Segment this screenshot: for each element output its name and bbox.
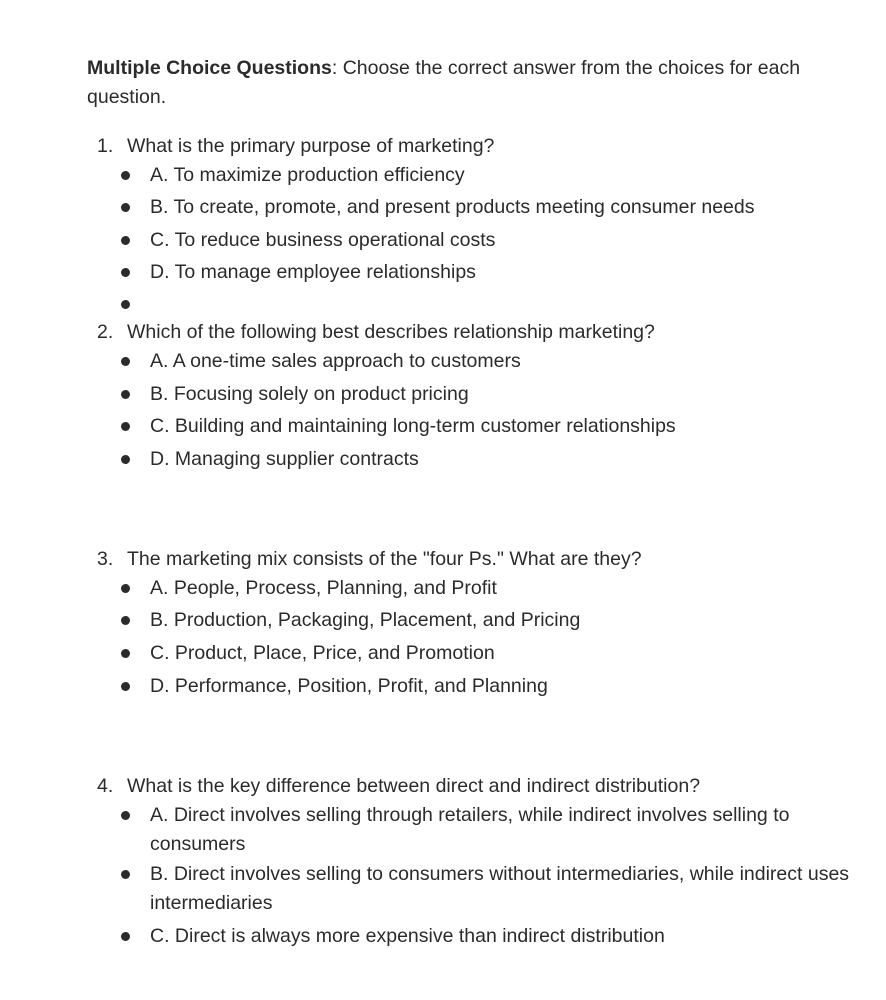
bullet-icon [121, 932, 130, 941]
option-3d: D. Performance, Position, Profit, and Planning [150, 675, 548, 697]
bullet-icon [121, 422, 130, 431]
bullet-icon [121, 455, 130, 464]
question-text: The marketing mix consists of the "four Ps." What are they? [127, 548, 642, 570]
option-1d: D. To manage employee relationships [150, 261, 476, 283]
option-2d: D. Managing supplier contracts [150, 448, 419, 470]
question-3 [97, 545, 857, 574]
option-4c: C. Direct is always more expensive than indirect distribution [150, 925, 665, 947]
question-4 [97, 772, 857, 801]
question-number: 2. [97, 321, 114, 343]
instructions-heading: Multiple Choice Questions [87, 57, 332, 79]
option-4a: A. Direct involves selling through retailers, while indirect involves selling to consumers [150, 804, 790, 855]
bullet-icon [121, 236, 130, 245]
bullet-icon [121, 390, 130, 399]
option-2b: B. Focusing solely on product pricing [150, 383, 469, 405]
option-3a: A. People, Process, Planning, and Profit [150, 577, 497, 599]
bullet-icon [121, 203, 130, 212]
bullet-icon [121, 171, 130, 180]
question-1 [97, 132, 857, 161]
option-3c: C. Product, Place, Price, and Promotion [150, 642, 495, 664]
question-2 [97, 318, 857, 347]
option-4b: B. Direct involves selling to consumers without intermediaries, while indirect uses intermediaries [150, 863, 850, 914]
option-1a: A. To maximize production efficiency [150, 164, 465, 186]
option-2c: C. Building and maintaining long-term customer relationships [150, 415, 676, 437]
bullet-icon [121, 616, 130, 625]
question-number: 4. [97, 775, 114, 797]
option-3b: B. Production, Packaging, Placement, and Pricing [150, 609, 581, 631]
bullet-icon [121, 268, 130, 277]
question-number: 1. [97, 135, 114, 157]
bullet-icon [121, 811, 130, 820]
bullet-icon [121, 357, 130, 366]
empty-bullet-icon [121, 300, 130, 309]
instructions-text: : Choose the correct answer from the choices for each question. [87, 57, 801, 108]
option-1b: B. To create, promote, and present products meeting consumer needs [150, 196, 755, 218]
bullet-icon [121, 649, 130, 658]
bullet-icon [121, 870, 130, 879]
question-text: What is the key difference between direct and indirect distribution? [127, 775, 701, 797]
option-2a: A. A one-time sales approach to customers [150, 350, 521, 372]
question-text: Which of the following best describes relationship marketing? [127, 321, 655, 343]
question-number: 3. [97, 548, 114, 570]
option-1c: C. To reduce business operational costs [150, 229, 496, 251]
bullet-icon [121, 584, 130, 593]
instructions [87, 54, 857, 112]
question-text: What is the primary purpose of marketing? [127, 135, 495, 157]
bullet-icon [121, 682, 130, 691]
